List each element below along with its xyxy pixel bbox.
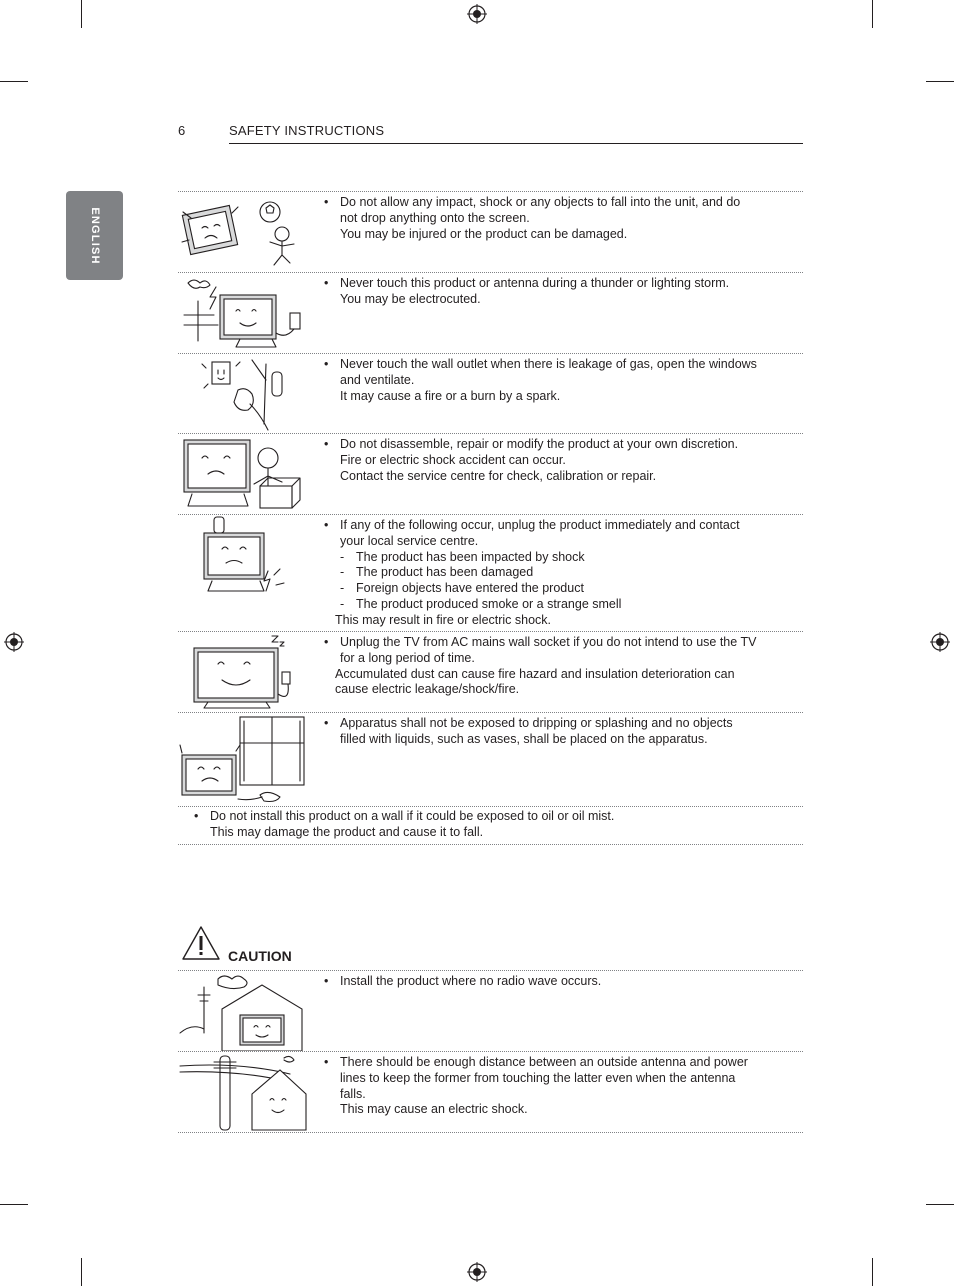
text-line: You may be injured or the product can be damaged. [340, 226, 628, 241]
language-label: ENGLISH [88, 206, 101, 265]
text-line: • Never touch the wall outlet when there is leakage of gas, open the windows [324, 357, 784, 373]
crop-mark [926, 81, 954, 82]
text-line: cause electric leakage/shock/fire. [335, 682, 520, 697]
text-line: filled with liquids, such as vases, shall be placed on the apparatus. [340, 731, 708, 746]
warning-item [178, 713, 803, 806]
caution-item [178, 1052, 803, 1132]
disassemble-repair-icon [178, 434, 308, 514]
item-text [324, 276, 784, 308]
radio-wave-house-icon [178, 971, 308, 1051]
unplug-tv-icon [178, 632, 308, 712]
crop-mark [872, 1258, 873, 1286]
text-line: - The product has been impacted by shock [324, 550, 784, 566]
registration-mark-icon [467, 4, 487, 24]
unplug-damaged-product-icon [178, 515, 308, 595]
text-line: not drop anything onto the screen. [340, 210, 530, 225]
item-text [324, 635, 784, 698]
text-line: • There should be enough distance between an outside antenna and power [324, 1055, 784, 1071]
impact-shock-icon [178, 192, 308, 272]
text-line: You may be electrocuted. [340, 291, 481, 306]
warning-item [178, 273, 803, 353]
warning-item [178, 192, 803, 272]
warning-item [178, 632, 803, 712]
crop-mark [0, 81, 28, 82]
text-line: • Unplug the TV from AC mains wall socket if you do not intend to use the TV [324, 635, 784, 651]
crop-mark [926, 1204, 954, 1205]
item-text [324, 357, 784, 404]
crop-mark [0, 1204, 28, 1205]
gas-leak-outlet-icon [178, 354, 308, 433]
page-number: 6 [178, 123, 186, 138]
text-line: • Apparatus shall not be exposed to dripping or splashing and no objects [324, 716, 784, 732]
divider [178, 1132, 803, 1133]
dripping-splashing-icon [178, 713, 308, 806]
text-line: - The product has been damaged [324, 565, 784, 581]
text-line: Contact the service centre for check, calibration or repair. [340, 468, 657, 483]
text-line: Fire or electric shock accident can occur. [340, 452, 566, 467]
section-title: SAFETY INSTRUCTIONS [229, 123, 385, 138]
text-line: - The product produced smoke or a strange smell [324, 597, 784, 613]
item-text [324, 518, 784, 629]
registration-mark-icon [930, 632, 950, 652]
item-text [324, 1055, 784, 1118]
crop-mark [81, 0, 82, 28]
registration-mark-icon [4, 632, 24, 652]
warning-item [178, 434, 803, 514]
item-text [324, 716, 784, 748]
item-text [324, 437, 784, 484]
language-tab [66, 191, 123, 280]
text-line: This may damage the product and cause it to fall. [210, 824, 484, 839]
warning-triangle-icon [180, 924, 222, 962]
text-line: • Do not disassemble, repair or modify the product at your own discretion. [324, 437, 784, 453]
text-line: • Never touch this product or antenna during a thunder or lighting storm. [324, 276, 784, 292]
caution-label: CAUTION [228, 948, 292, 964]
item-text [324, 195, 784, 242]
text-line: • Do not install this product on a wall if it could be exposed to oil or oil mist. [194, 809, 794, 825]
text-line: falls. [340, 1086, 366, 1101]
text-line: It may cause a fire or a burn by a spark. [340, 388, 561, 403]
registration-mark-icon [467, 1262, 487, 1282]
warning-item [178, 354, 803, 433]
text-line: for a long period of time. [340, 650, 475, 665]
text-line: • Install the product where no radio wave occurs. [324, 974, 784, 990]
thunder-storm-icon [178, 273, 308, 353]
antenna-power-line-icon [178, 1052, 308, 1132]
warning-item [178, 515, 803, 631]
text-line: This may result in fire or electric shock. [335, 612, 552, 627]
divider [178, 844, 803, 845]
text-line: • If any of the following occur, unplug the product immediately and contact [324, 518, 784, 534]
text-line: • Do not allow any impact, shock or any objects to fall into the unit, and do [324, 195, 784, 211]
text-line: Accumulated dust can cause fire hazard and insulation deterioration can [335, 666, 735, 681]
text-line: This may cause an electric shock. [340, 1102, 528, 1117]
text-line: - Foreign objects have entered the product [324, 581, 784, 597]
crop-mark [81, 1258, 82, 1286]
text-line: your local service centre. [340, 533, 479, 548]
item-text [324, 974, 784, 990]
text-line: and ventilate. [340, 372, 415, 387]
text-line: lines to keep the former from touching the latter even when the antenna [340, 1070, 736, 1085]
item-text [194, 809, 794, 841]
header-rule [229, 143, 803, 144]
caution-item [178, 971, 803, 1051]
crop-mark [872, 0, 873, 28]
warning-item [178, 807, 803, 844]
